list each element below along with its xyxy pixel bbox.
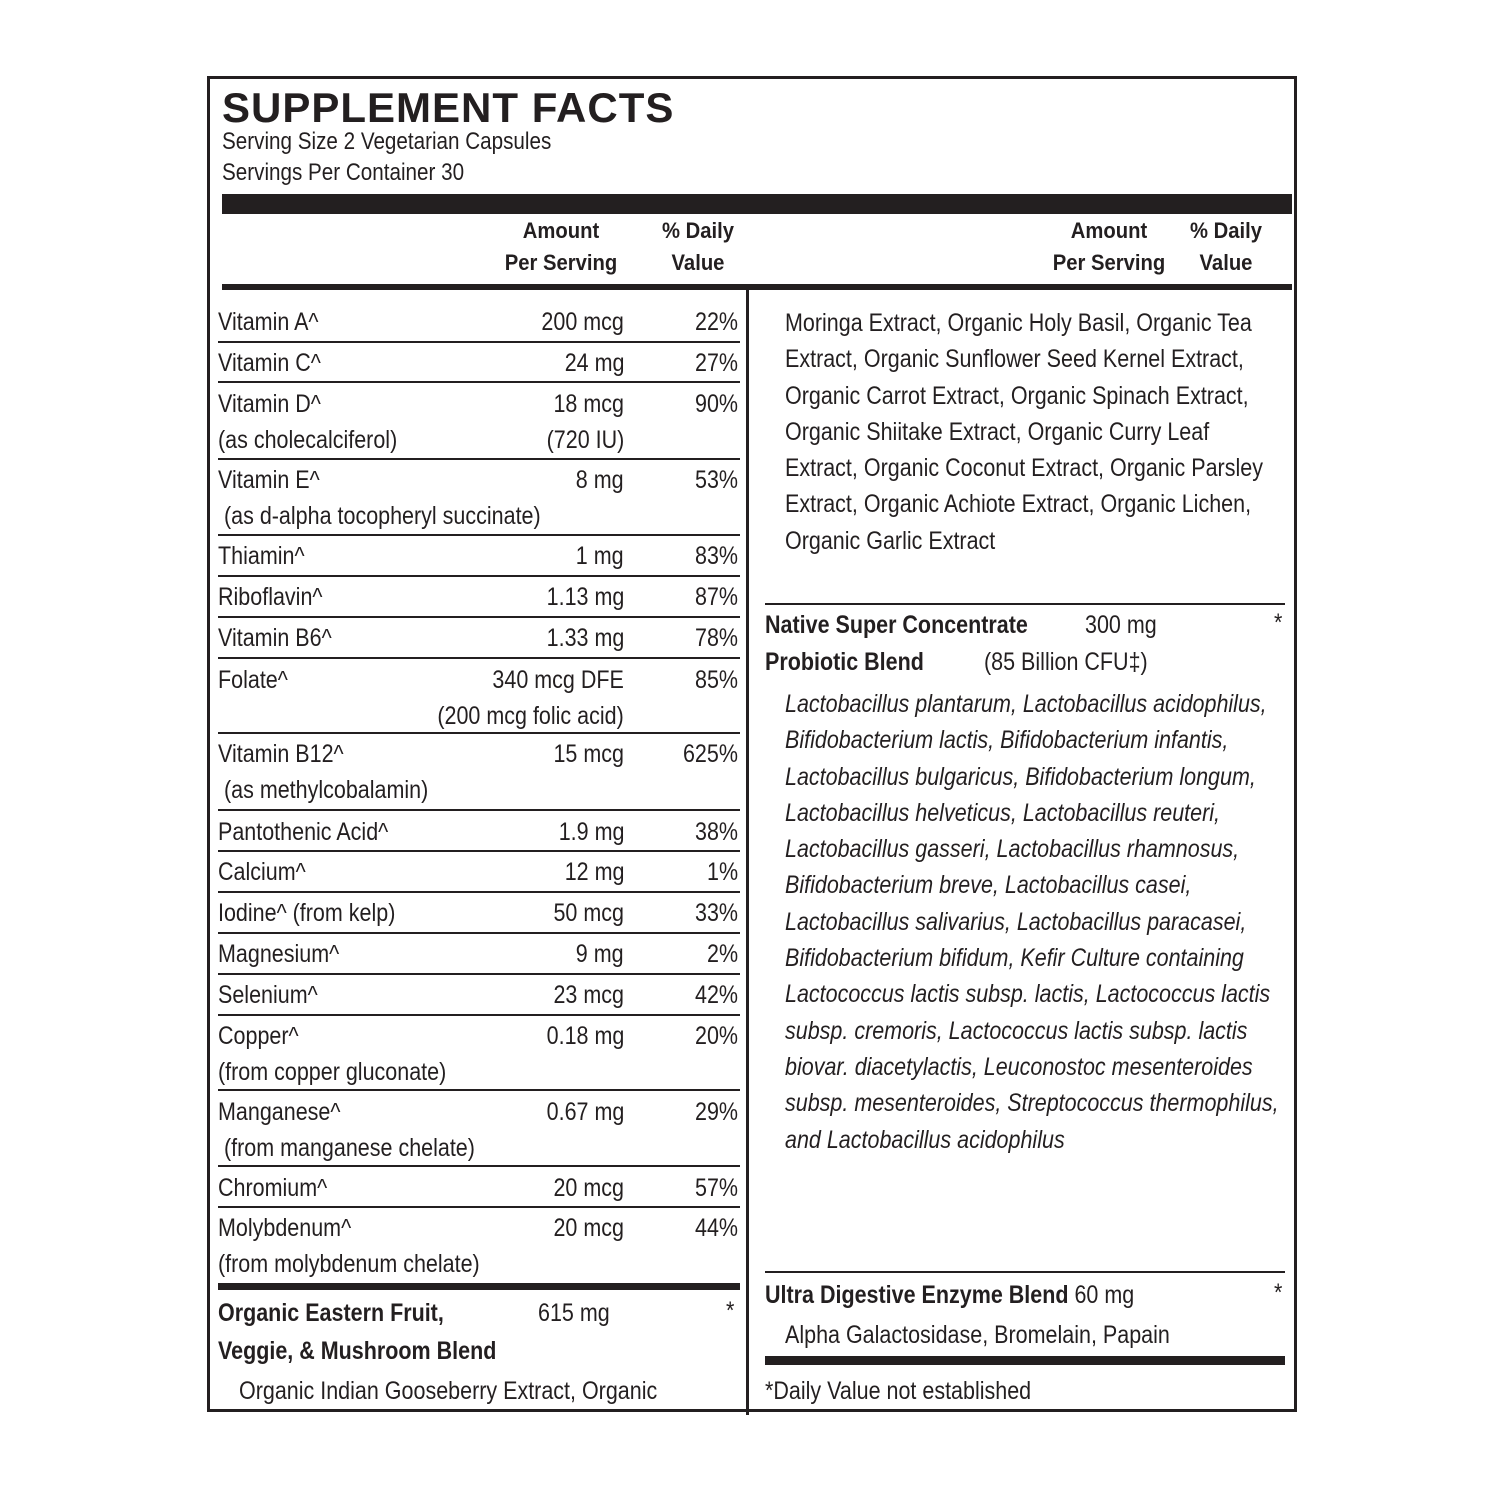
nutrient-dv: 625% [683, 740, 738, 768]
nutrient-row-magnesium [218, 939, 740, 975]
nutrient-dv: 78% [694, 624, 738, 652]
nutrient-amount: 1.9 mg [558, 818, 624, 846]
nutrient-dv: 38% [694, 818, 738, 846]
nutrient-row-vitamin-e [218, 465, 740, 535]
row-divider [218, 458, 740, 460]
nutrient-note: (from manganese chelate) [218, 1134, 475, 1162]
nutrient-dv: 1% [706, 858, 738, 886]
nutrient-amount: 0.18 mg [546, 1022, 624, 1050]
column-divider [746, 290, 749, 1415]
nutrient-dv: 20% [694, 1022, 738, 1050]
nutrient-dv: 22% [694, 308, 738, 336]
row-divider [218, 1206, 740, 1208]
nutrient-note: (as methylcobalamin) [218, 776, 429, 804]
nutrient-name: Folate^ [218, 666, 288, 694]
nutrient-amount: 12 mg [564, 858, 624, 886]
row-divider [218, 575, 740, 577]
nutrient-amount: 8 mg [576, 466, 624, 494]
nutrient-row-chromium [218, 1173, 740, 1209]
nutrient-name: Calcium^ [218, 858, 306, 886]
nutrient-amount: 23 mcg [553, 981, 624, 1009]
footnote: *Daily Value not established [765, 1377, 1032, 1405]
row-divider [218, 850, 740, 852]
nutrient-row-vitamin-b6 [218, 623, 740, 659]
nutrient-note: (as d-alpha tocopheryl succinate) [218, 502, 541, 530]
nutrient-amount: 1.13 mg [546, 583, 624, 611]
nutrient-name: Vitamin E^ [218, 466, 320, 494]
row-divider [218, 1014, 740, 1016]
right-divider-1 [765, 603, 1285, 605]
nutrient-note2: (720 IU) [546, 426, 624, 454]
header-divider [222, 284, 1292, 290]
nutrient-dv: 83% [694, 542, 738, 570]
blend3-row [765, 1280, 1134, 1310]
nutrient-row-iodine [218, 898, 740, 934]
nutrient-name: Iodine^ (from kelp) [218, 899, 396, 927]
nutrient-amount: 340 mcg DFE [492, 666, 624, 694]
nutrient-name: Pantothenic Acid^ [218, 818, 389, 846]
dv-header-line1: % Daily [661, 218, 734, 243]
blend2-ingredients: Lactobacillus plantarum, Lactobacillus acidophilus, Bifidobacterium lactis, Bifidobacterium infantis, Lactobacillus bulgaricus, Bifidobacterium longum, Lactobacillus helveticus, Lactobacillus reuteri, Lactobacillus gasseri, Lactobacillus rhamnosus, Bifidobacterium breve, Lactobacillus casei, Lactobacillus salivarius, Lactobacillus paracasei, Bifidobacterium bifidum, Kefir Culture containing Lactococcus lactis subsp. lactis, Lactococcus lactis subsp. cremoris, Lactococcus lactis subsp. lactis biovar. diacetylactis, Leuconostoc mesenteroides subsp. mesenteroides, Streptococcus thermophilus, and Lactobacillus acidophilus [785, 690, 1279, 1154]
nutrient-amount: 1 mg [576, 542, 624, 570]
nutrient-dv: 87% [694, 583, 738, 611]
row-divider [218, 809, 740, 811]
nutrient-row-calcium [218, 857, 740, 893]
nutrient-name: Vitamin C^ [218, 349, 321, 377]
nutrient-name: Manganese^ [218, 1098, 341, 1126]
blend1-name-line1: Organic Eastern Fruit, [218, 1299, 444, 1327]
nutrient-row-manganese [218, 1097, 740, 1167]
dv-header-line1-right: % Daily [1189, 218, 1262, 243]
amount-header-line2: Per Serving [504, 250, 618, 275]
blend2-dv: * [1274, 609, 1283, 637]
blend2-name-line2: Probiotic Blend [765, 648, 924, 676]
dv-header-line2: Value [671, 250, 725, 275]
row-divider [218, 1089, 740, 1091]
nutrient-name: Magnesium^ [218, 940, 340, 968]
nutrient-dv: 29% [694, 1098, 738, 1126]
nutrient-name: Molybdenum^ [218, 1214, 352, 1242]
amount-header-line1-right: Amount [1070, 218, 1148, 243]
nutrient-amount: 18 mcg [553, 390, 624, 418]
blend1-name-line2: Veggie, & Mushroom Blend [218, 1337, 497, 1365]
nutrient-dv: 33% [694, 899, 738, 927]
blend1-ingredients-right: Moringa Extract, Organic Holy Basil, Organic Tea Extract, Organic Sunflower Seed Kernel Extract, Organic Carrot Extract, Organic Spinach Extract, Organic Shiitake Extract, Organic Curry Leaf Extract, Organic Coconut Extract, Organic Parsley Extract, Organic Achiote Extract, Organic Lichen, Organic Garlic Extract [785, 309, 1263, 555]
nutrient-dv: 44% [694, 1214, 738, 1242]
amount-header-right [1051, 215, 1167, 279]
panel-title: SUPPLEMENT FACTS [222, 84, 675, 131]
nutrient-dv: 53% [694, 466, 738, 494]
servings-per-container: Servings Per Container 30 [222, 159, 465, 186]
thick-divider-top [222, 194, 1292, 214]
blend3-name: Ultra Digestive Enzyme Blend [765, 1281, 1069, 1309]
blend1-amount: 615 mg [538, 1299, 610, 1327]
nutrient-amount: 200 mcg [541, 308, 624, 336]
amount-header-left [503, 215, 619, 279]
nutrient-row-vitamin-d [218, 389, 740, 459]
amount-header-line2-right: Per Serving [1052, 250, 1166, 275]
nutrient-name: Thiamin^ [218, 542, 305, 570]
blend1-dv: * [726, 1297, 735, 1325]
nutrient-name: Riboflavin^ [218, 583, 323, 611]
thick-divider-blends [218, 1283, 740, 1290]
nutrient-note2: (200 mcg folic acid) [437, 702, 624, 730]
blend1-ingredients-left: Organic Indian Gooseberry Extract, Organic [239, 1377, 658, 1405]
right-divider-2 [765, 1271, 1285, 1273]
nutrient-name: Copper^ [218, 1022, 299, 1050]
row-divider [218, 381, 740, 383]
nutrient-amount: 0.67 mg [546, 1098, 624, 1126]
nutrient-row-vitamin-c [218, 348, 740, 384]
row-divider [218, 973, 740, 975]
row-divider [218, 341, 740, 343]
nutrient-row-thiamin [218, 541, 740, 577]
nutrient-dv: 90% [694, 390, 738, 418]
nutrient-row-pantothenic-acid [218, 817, 740, 853]
dv-header-left [650, 215, 746, 279]
blend3-dv: * [1274, 1279, 1283, 1307]
nutrient-row-folate [218, 665, 740, 735]
blend3-amount: 60 mg [1074, 1281, 1135, 1309]
blend3-ingredients: Alpha Galactosidase, Bromelain, Papain [785, 1321, 1170, 1349]
nutrient-dv: 27% [694, 349, 738, 377]
row-divider [218, 534, 740, 536]
nutrient-amount: 15 mcg [553, 740, 624, 768]
nutrient-amount: 20 mcg [553, 1214, 624, 1242]
dv-header-right [1178, 215, 1274, 279]
nutrient-row-riboflavin [218, 582, 740, 618]
nutrient-amount: 9 mg [576, 940, 624, 968]
amount-header-line1: Amount [522, 218, 600, 243]
row-divider [218, 891, 740, 893]
blend2-amount: 300 mg [1085, 611, 1157, 639]
nutrient-amount: 50 mcg [553, 899, 624, 927]
nutrient-row-molybdenum [218, 1213, 740, 1283]
blend2-cfu: (85 Billion CFU‡) [984, 648, 1148, 676]
nutrient-note: (from copper gluconate) [218, 1058, 447, 1086]
nutrient-name: Vitamin D^ [218, 390, 321, 418]
nutrient-row-vitamin-b12 [218, 739, 740, 809]
nutrient-note: (as cholecalciferol) [218, 426, 398, 454]
row-divider [218, 732, 740, 734]
nutrient-name: Chromium^ [218, 1174, 328, 1202]
nutrient-dv: 2% [706, 940, 738, 968]
serving-size: Serving Size 2 Vegetarian Capsules [222, 128, 552, 155]
nutrient-dv: 42% [694, 981, 738, 1009]
nutrient-dv: 85% [694, 666, 738, 694]
thick-divider-footnote [765, 1356, 1285, 1365]
row-divider [218, 1165, 740, 1167]
nutrient-name: Selenium^ [218, 981, 318, 1009]
nutrient-note: (from molybdenum chelate) [218, 1250, 480, 1278]
nutrient-row-copper [218, 1021, 740, 1091]
nutrient-amount: 20 mcg [553, 1174, 624, 1202]
blend2-name-line1: Native Super Concentrate [765, 611, 1028, 639]
row-divider [218, 616, 740, 618]
nutrient-dv: 57% [694, 1174, 738, 1202]
nutrient-row-vitamin-a [218, 307, 740, 343]
row-divider [218, 932, 740, 934]
row-divider [218, 657, 740, 659]
nutrient-row-selenium [218, 980, 740, 1016]
nutrient-amount: 24 mg [564, 349, 624, 377]
nutrient-name: Vitamin B6^ [218, 624, 332, 652]
nutrient-amount: 1.33 mg [546, 624, 624, 652]
supplement-facts-panel [207, 76, 1297, 1412]
nutrient-name: Vitamin A^ [218, 308, 319, 336]
nutrient-name: Vitamin B12^ [218, 740, 344, 768]
dv-header-line2-right: Value [1199, 250, 1253, 275]
